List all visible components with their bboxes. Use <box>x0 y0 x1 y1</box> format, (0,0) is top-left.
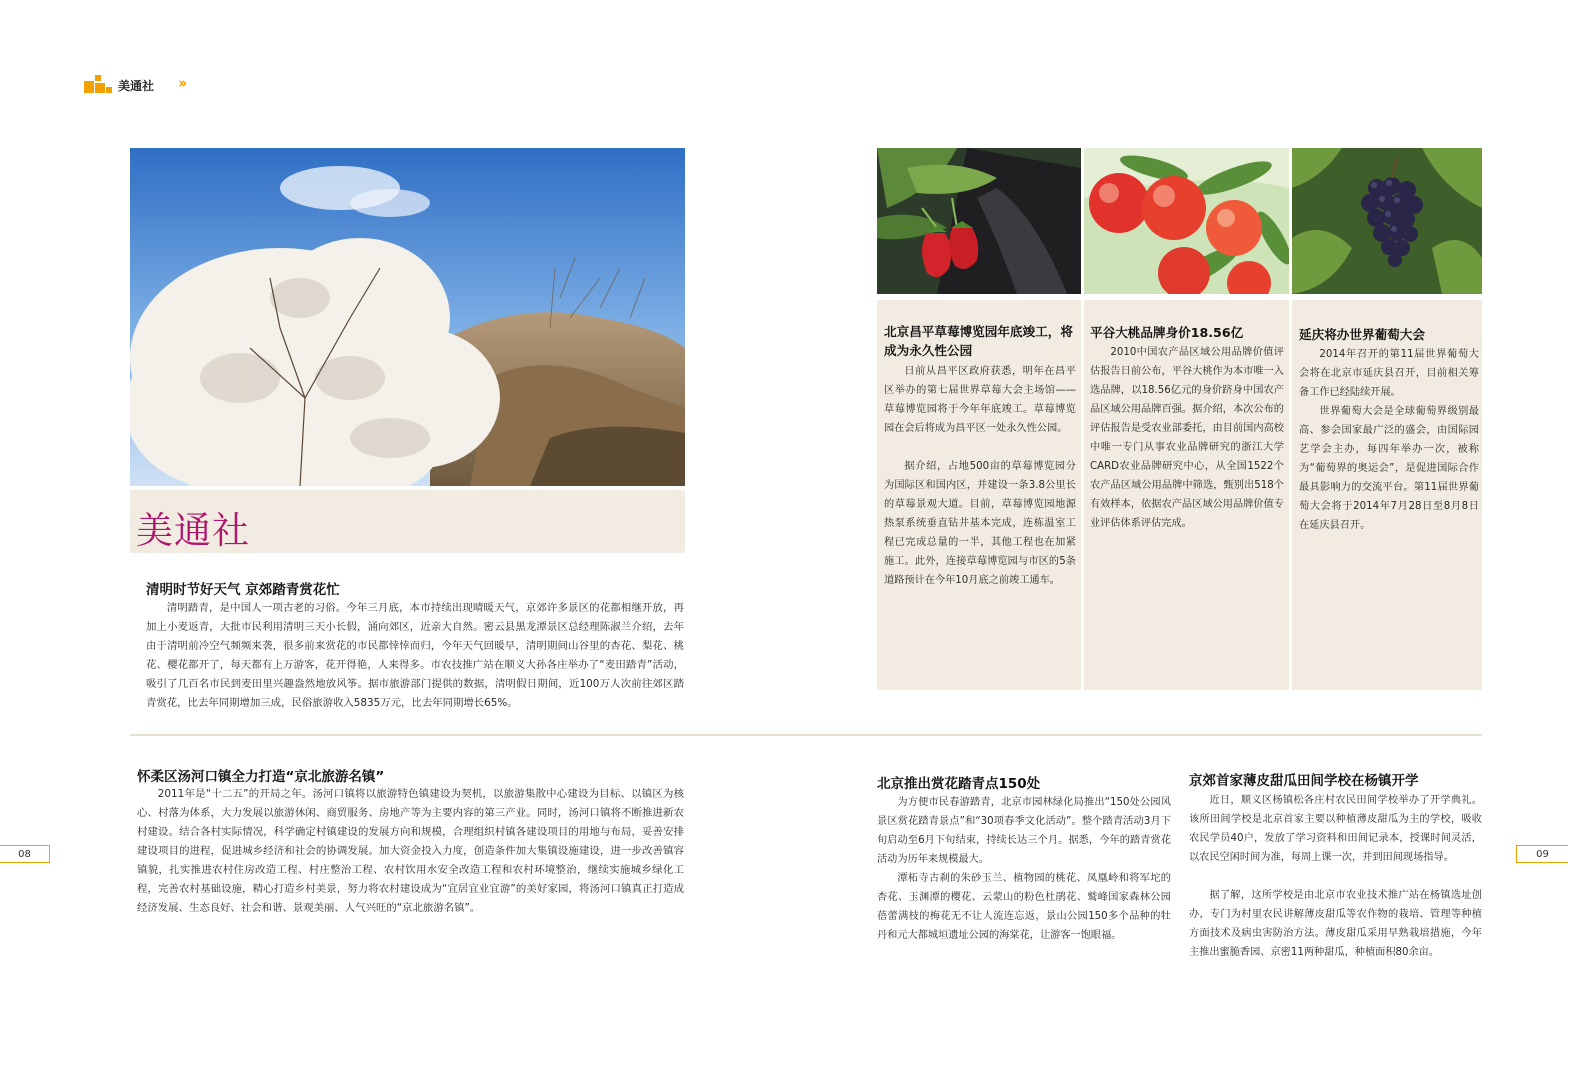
section-title: 美通社 <box>118 79 155 93</box>
melon-article-title: 京郊首家薄皮甜瓜田间学校在杨镇开学 <box>1189 773 1419 789</box>
main-article-title: 清明时节好天气 京郊踏青赏花忙 <box>146 582 340 598</box>
melon-article-p1: 近日，顺义区杨镇松各庄村农民田间学校举办了开学典礼。该所田间学校是北京首家主要以种植薄皮甜瓜为主的学校，吸收农民学员40户，发放了学习资料和田间记录本，授课时间灵活，以农民空闲时间为准，每周上课一次，并到田间现场指导。 <box>1189 795 1482 863</box>
peach-photo <box>1084 148 1289 294</box>
banner-title: 美通社 <box>136 509 250 552</box>
melon-article-p2: 据了解，这所学校是由北京市农业技术推广站在杨镇选址创办，专门为村里农民讲解薄皮甜瓜等农作物的栽培、管理等种植方面技术及病虫害防治方法。薄皮甜瓜采用早熟栽培措施，今年主推出蜜脆香园、京密11两种甜瓜，种植面积80余亩。 <box>1189 890 1482 958</box>
flowers-article-title: 北京推出赏花踏青点150处 <box>877 776 1041 792</box>
strawberry-photo <box>877 148 1081 294</box>
grape-article-title: 延庆将办世界葡萄大会 <box>1299 327 1425 342</box>
main-article-body: 清明踏青，是中国人一项古老的习俗。今年三月底，本市持续出现晴暖天气，京郊许多景区的花都相继开放，再加上小麦返青，大批市民利用清明三天小长假，涌向郊区，近亲大自然。密云县黑龙潭景区总经理陈淑兰介绍，去年由于清明前冷空气频频来袭，很多前来赏花的市民都悻悻而归，今年天气回暖早，清明期间山谷里的杏花、梨花、桃花、樱花都开了，每天都有上万游客，花开得艳，人来得多。市农技推广站在顺义大孙各庄举办了“麦田踏青”活动，吸引了几百名市民到麦田里兴趣盎然地放风筝。据市旅游部门提供的数据，清明假日期间，近100万人次前往郊区踏青赏花，比去年同期增加三成，民俗旅游收入5835万元，比去年同期增长65%。 <box>146 602 684 709</box>
strawberry-article-title: 北京昌平草莓博览园年底竣工，将成为永久性公园 <box>884 324 1073 358</box>
grape-article-p2: 世界葡萄大会是全球葡萄界级别最高、参会国家最广泛的盛会，由国际园艺学会主办，每四年举办一次，被称为“葡萄界的奥运会”，是促进国际合作最具影响力的交流平台。第11届世界葡萄大会将于2014年7月28日至8月8日在延庆县召开。 <box>1299 406 1479 531</box>
section-divider <box>130 734 1482 736</box>
section-logo-icon <box>84 75 112 93</box>
flowers-article-p1: 为方便市民春游踏青，北京市园林绿化局推出“150处公园风景区赏花踏青景点”和“30项春季文化活动”。整个踏青活动3月下旬启动至6月下旬结束，持续长达三个月。据悉，今年的踏青赏花活动为历年来规模最大。 <box>877 797 1171 865</box>
grape-article-p1: 2014年召开的第11届世界葡萄大会将在北京市延庆县召开，目前相关筹备工作已经陆续开展。 <box>1299 349 1479 398</box>
strawberry-article-p1: 日前从昌平区政府获悉，明年在昌平区举办的第七届世界草莓大会主场馆——草莓博览园将于今年年底竣工。草莓博览园在会后将成为昌平区一处永久性公园。 <box>884 366 1076 434</box>
tanghekou-article-body: 2011年是“十二五”的开局之年。汤河口镇将以旅游特色镇建设为契机，以旅游集散中心建设为目标、以镇区为核心、村落为体系，大力发展以旅游休闲、商贸服务、房地产等为主要内容的第三产业。同时，汤河口镇将不断推进新农村建设。结合各村实际情况，科学确定村镇建设的发展方向和规模，合理组织村镇各建设项目的用地与布局，妥善安排建设项目的进程，促进城乡经济和社会的协调发展。加大资金投入力度，创造条件加大集镇设施建设，进一步改善镇容镇貌，扎实推进农村住房改造工程、村庄整治工程、农村饮用水安全改造工程和农村环境整治，继续实施城乡绿化工程，完善农村基础设施，精心打造乡村美景，努力将农村建设成为“宜居宜业宜游”的美好家园，将汤河口镇真正打造成经济发展、生态良好、社会和谐、景观美丽、人气兴旺的“京北旅游名镇”。 <box>137 788 684 914</box>
double-chevron-right-icon: ›› <box>178 74 185 92</box>
page-number-left: 08 <box>0 845 50 863</box>
grape-photo <box>1292 148 1482 294</box>
tanghekou-article-title: 怀柔区汤河口镇全力打造“京北旅游名镇” <box>137 769 385 785</box>
strawberry-article-p2: 据介绍，占地500亩的草莓博览园分为国际区和国内区，并建设一条3.8公里长的草莓景观大道。目前，草莓博览园地源热泵系统垂直钻井基本完成，连栋温室工程已完成总量的一半，其他工程也在加紧施工。此外，连接草莓博览园与市区的5条道路预计在今年10月底之前竣工通车。 <box>884 461 1076 586</box>
blossom-photo <box>130 148 685 486</box>
peach-article-p1: 2010中国农产品区域公用品牌价值评估报告日前公布，平谷大桃作为本市唯一入选品牌，以18.56亿元的身价跻身中国农产品区域公用品牌百强。据介绍，本次公布的评估报告是受农业部委托，由目前国内高校中唯一专门从事农业品牌研究的浙江大学CARD农业品牌研究中心，从全国1522个农产品区域公用品牌中筛选，甄别出518个有效样本，依据农产品区域公用品牌价值专业评估体系评估完成。 <box>1090 347 1284 529</box>
peach-article-title: 平谷大桃品牌身价18.56亿 <box>1090 325 1244 340</box>
page-number-right: 09 <box>1516 845 1568 863</box>
flowers-article-p2: 潭柘寺古刹的朱砂玉兰、植物园的桃花、凤凰岭和将军坨的杏花、玉渊潭的樱花、云蒙山的粉色杜鹃花、鹫峰国家森林公园蓓蕾满枝的梅花无不让人流连忘返，景山公园150多个品种的牡丹和元大都城垣遗址公园的海棠花，让游客一饱眼福。 <box>877 873 1171 941</box>
